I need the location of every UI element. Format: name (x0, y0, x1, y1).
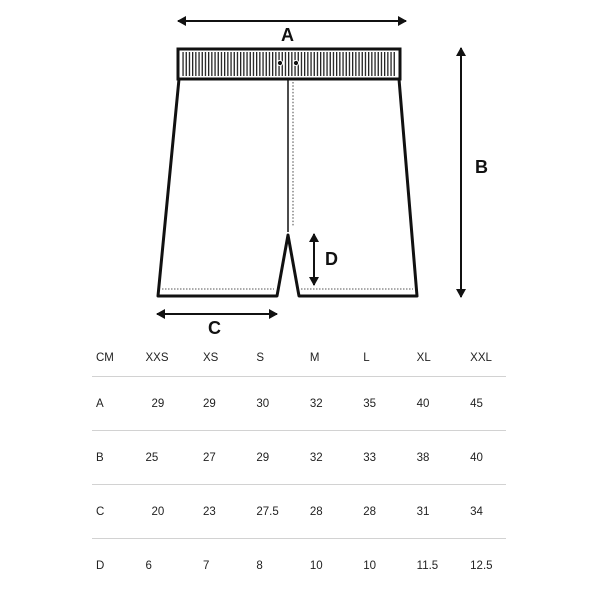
waistband (178, 49, 400, 79)
row-label: A (92, 377, 146, 431)
table-cell: 45 (470, 377, 506, 431)
table-cell: 11.5 (416, 559, 439, 572)
drawstring-eyelet-right (293, 60, 298, 65)
table-row (92, 431, 506, 485)
size-header-s: S (256, 340, 310, 377)
size-header-xl: XL (417, 340, 471, 377)
row-label: B (92, 431, 146, 485)
dimension-label-b: B (475, 157, 488, 177)
table-cell: 35 (363, 377, 416, 431)
dimension-label-a: A (281, 25, 294, 45)
table-cell: 29 (203, 377, 256, 431)
table-cell: 6 (145, 559, 152, 572)
table-cell: 32 (310, 377, 363, 431)
table-cell: 28 (363, 485, 416, 539)
table-cell: 25 (146, 431, 203, 485)
size-header-m: M (310, 340, 363, 377)
table-cell: 38 (417, 431, 471, 485)
shorts-outline (158, 79, 417, 296)
size-header-xxl: XXL (470, 340, 506, 377)
table-cell: 29 (146, 377, 203, 431)
table-cell: 10 (309, 559, 323, 572)
table-cell: 40 (470, 431, 506, 485)
table-cell: 27.5 (256, 485, 310, 539)
table-cell: 27 (203, 431, 256, 485)
table-cell: 33 (363, 431, 416, 485)
table-row (92, 377, 506, 431)
table-row (92, 539, 506, 593)
size-header-row (92, 340, 506, 377)
table-row (92, 485, 506, 539)
table-cell: 29 (256, 431, 310, 485)
drawstring-eyelet-left (277, 60, 282, 65)
row-label: D (96, 559, 105, 572)
table-cell: 40 (417, 377, 471, 431)
size-header-l: L (363, 340, 416, 377)
table-cell: 10 (363, 559, 377, 572)
table-cell: 31 (417, 485, 471, 539)
table-cell: 23 (203, 485, 256, 539)
row-label: C (92, 485, 146, 539)
table-cell: 30 (256, 377, 310, 431)
unit-header: CM (92, 340, 146, 377)
table-cell: 20 (146, 485, 203, 539)
dimension-label-c: C (208, 318, 221, 338)
size-table (92, 340, 506, 592)
table-cell: 28 (310, 485, 363, 539)
table-cell: 12.5 (470, 559, 493, 572)
dimension-label-d: D (325, 249, 338, 269)
table-cell: 8 (256, 559, 263, 572)
table-cell: 34 (470, 485, 506, 539)
size-header-xxs: XXS (146, 340, 203, 377)
table-cell: 7 (202, 559, 210, 572)
size-header-xs: XS (203, 340, 256, 377)
table-cell: 32 (310, 431, 363, 485)
